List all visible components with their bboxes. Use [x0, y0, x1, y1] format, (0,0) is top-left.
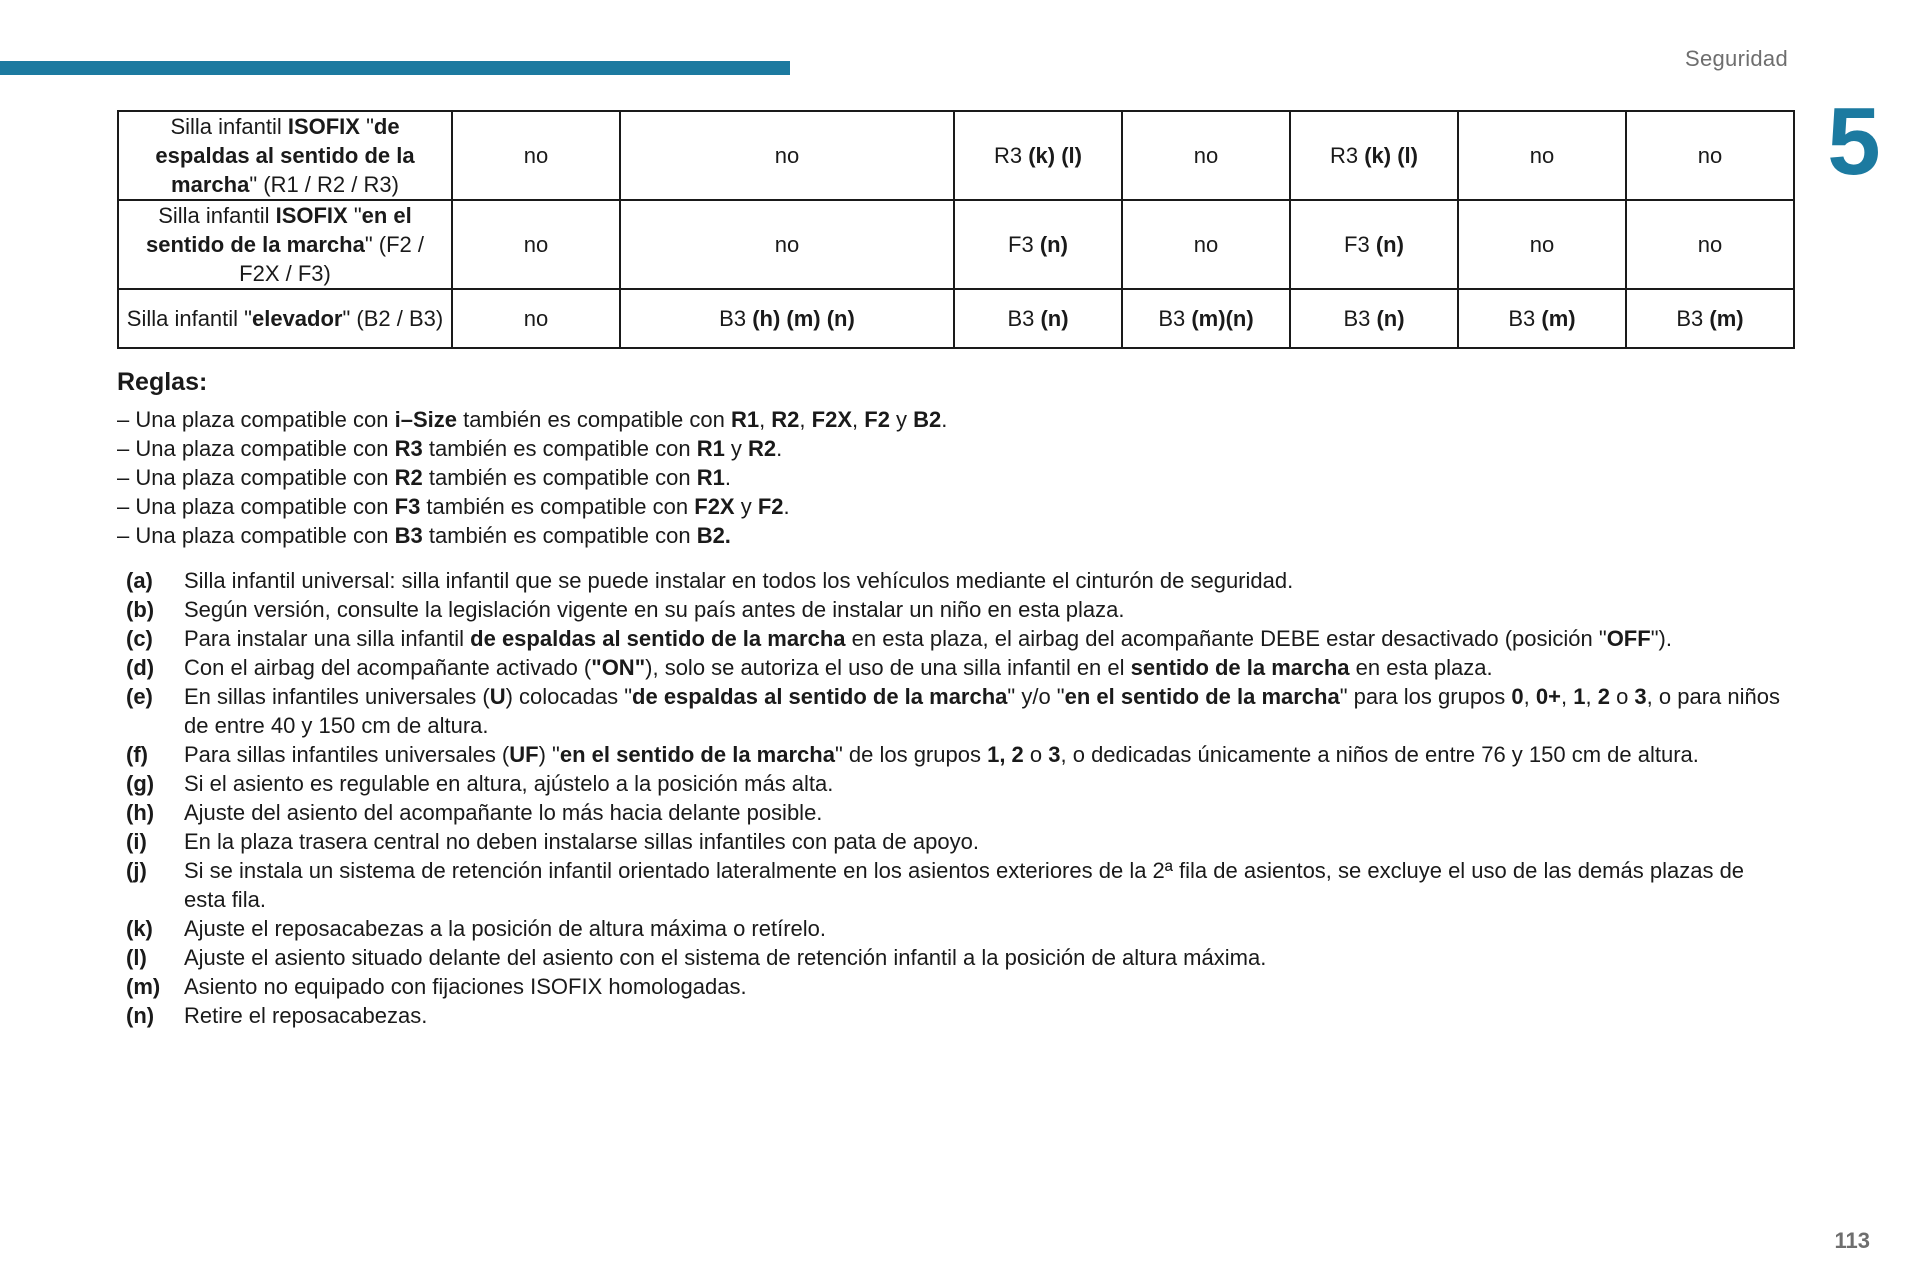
note-item — [126, 914, 1786, 943]
note-item — [126, 827, 1786, 856]
table-cell: R3 (k) (l) — [954, 111, 1122, 200]
section-title: Seguridad — [1685, 46, 1788, 71]
table-cell: B3 (n) — [1290, 289, 1458, 348]
table-cell: no — [1626, 200, 1794, 289]
note-key: (d) — [126, 655, 155, 680]
note-key: (l) — [126, 945, 147, 970]
table-cell: no — [620, 200, 954, 289]
rule-item: – Una plaza compatible con R3 también es compatible con R1 y R2. — [117, 436, 783, 461]
table-cell: F3 (n) — [1290, 200, 1458, 289]
table-cell: B3 (m)(n) — [1122, 289, 1290, 348]
note-key: (n) — [126, 1003, 155, 1028]
table-cell: B3 (m) — [1458, 289, 1626, 348]
note-key: (i) — [126, 829, 147, 854]
header-accent-bar — [0, 61, 790, 75]
table-row — [118, 200, 1794, 289]
note-item — [126, 972, 1786, 1001]
row-label: Silla infantil ISOFIX "en el sentido de la marcha" (F2 / F2X / F3) — [118, 200, 452, 289]
note-key: (k) — [126, 916, 153, 941]
note-key: (b) — [126, 597, 155, 622]
table-row — [118, 111, 1794, 200]
rule-item: – Una plaza compatible con B3 también es compatible con B2. — [117, 523, 731, 548]
table-cell: no — [452, 200, 620, 289]
note-item — [126, 682, 1786, 740]
note-text: Para sillas infantiles universales (UF) "en el sentido de la marcha" de los grupos 1, 2 o 3, o dedicadas únicamente a niños de entre 76 y 150 cm de altura. — [184, 742, 1699, 767]
note-text: Ajuste el asiento situado delante del asiento con el sistema de retención infantil a la posición de altura máxima. — [184, 945, 1267, 970]
note-text: Retire el reposacabezas. — [184, 1003, 428, 1028]
note-item — [126, 943, 1786, 972]
note-key: (e) — [126, 684, 153, 709]
note-text: En la plaza trasera central no deben instalarse sillas infantiles con pata de apoyo. — [184, 829, 979, 854]
rule-item: – Una plaza compatible con i–Size también es compatible con R1, R2, F2X, F2 y B2. — [117, 407, 948, 432]
table-cell: no — [1458, 111, 1626, 200]
note-key: (m) — [126, 974, 161, 999]
rule-item: – Una plaza compatible con F3 también es compatible con F2X y F2. — [117, 494, 790, 519]
rule-item: – Una plaza compatible con R2 también es compatible con R1. — [117, 465, 731, 490]
note-key: (g) — [126, 771, 155, 796]
row-label: Silla infantil "elevador" (B2 / B3) — [118, 289, 452, 348]
note-text: Ajuste el reposacabezas a la posición de altura máxima o retírelo. — [184, 916, 827, 941]
table-cell: R3 (k) (l) — [1290, 111, 1458, 200]
note-text: Si se instala un sistema de retención infantil orientado lateralmente en los asientos exteriores de la 2ª fila de asientos, se excluye el uso de las demás plazas de esta fila. — [184, 858, 1745, 912]
note-key: (j) — [126, 858, 147, 883]
note-item — [126, 566, 1786, 595]
note-item — [126, 856, 1786, 914]
note-key: (h) — [126, 800, 155, 825]
note-item — [126, 769, 1786, 798]
table-cell: B3 (m) — [1626, 289, 1794, 348]
chapter-number: 5 — [1827, 88, 1881, 195]
note-item — [126, 653, 1786, 682]
note-item — [126, 595, 1786, 624]
note-text: En sillas infantiles universales (U) colocadas "de espaldas al sentido de la marcha" y/o "en el sentido de la marcha" para los grupos 0, 0+, 1, 2 o 3, o para niños de entre 40 y 150 cm de altura. — [184, 684, 1780, 738]
table-cell: B3 (n) — [954, 289, 1122, 348]
compatibility-table — [117, 110, 1795, 349]
note-text: Para instalar una silla infantil de espaldas al sentido de la marcha en esta plaza, el airbag del acompañante DEBE estar desactivado (posición "OFF"). — [184, 626, 1672, 651]
rules-list — [117, 405, 947, 550]
table-cell: F3 (n) — [954, 200, 1122, 289]
note-text: Según versión, consulte la legislación vigente en su país antes de instalar un niño en esta plaza. — [184, 597, 1125, 622]
note-text: Asiento no equipado con fijaciones ISOFIX homologadas. — [184, 974, 747, 999]
table-cell: B3 (h) (m) (n) — [620, 289, 954, 348]
note-item — [126, 740, 1786, 769]
table-row — [118, 289, 1794, 348]
table-cell: no — [452, 111, 620, 200]
table-cell: no — [1458, 200, 1626, 289]
table-cell: no — [1122, 111, 1290, 200]
note-text: Si el asiento es regulable en altura, ajústelo a la posición más alta. — [184, 771, 834, 796]
table-cell: no — [620, 111, 954, 200]
rules-heading: Reglas: — [117, 368, 208, 396]
page-number: 113 — [1834, 1228, 1870, 1253]
note-text: Con el airbag del acompañante activado ("ON"), solo se autoriza el uso de una silla infantil en el sentido de la marcha en esta plaza. — [184, 655, 1493, 680]
note-item — [126, 1001, 1786, 1030]
note-item — [126, 624, 1786, 653]
note-key: (c) — [126, 626, 153, 651]
table-cell: no — [1626, 111, 1794, 200]
note-key: (a) — [126, 568, 153, 593]
note-key: (f) — [126, 742, 148, 767]
notes-list — [126, 566, 1786, 1030]
note-text: Silla infantil universal: silla infantil que se puede instalar en todos los vehículos mediante el cinturón de seguridad. — [184, 568, 1294, 593]
table-cell: no — [452, 289, 620, 348]
note-text: Ajuste del asiento del acompañante lo más hacia delante posible. — [184, 800, 823, 825]
row-label: Silla infantil ISOFIX "de espaldas al sentido de la marcha" (R1 / R2 / R3) — [118, 111, 452, 200]
table-cell: no — [1122, 200, 1290, 289]
note-item — [126, 798, 1786, 827]
